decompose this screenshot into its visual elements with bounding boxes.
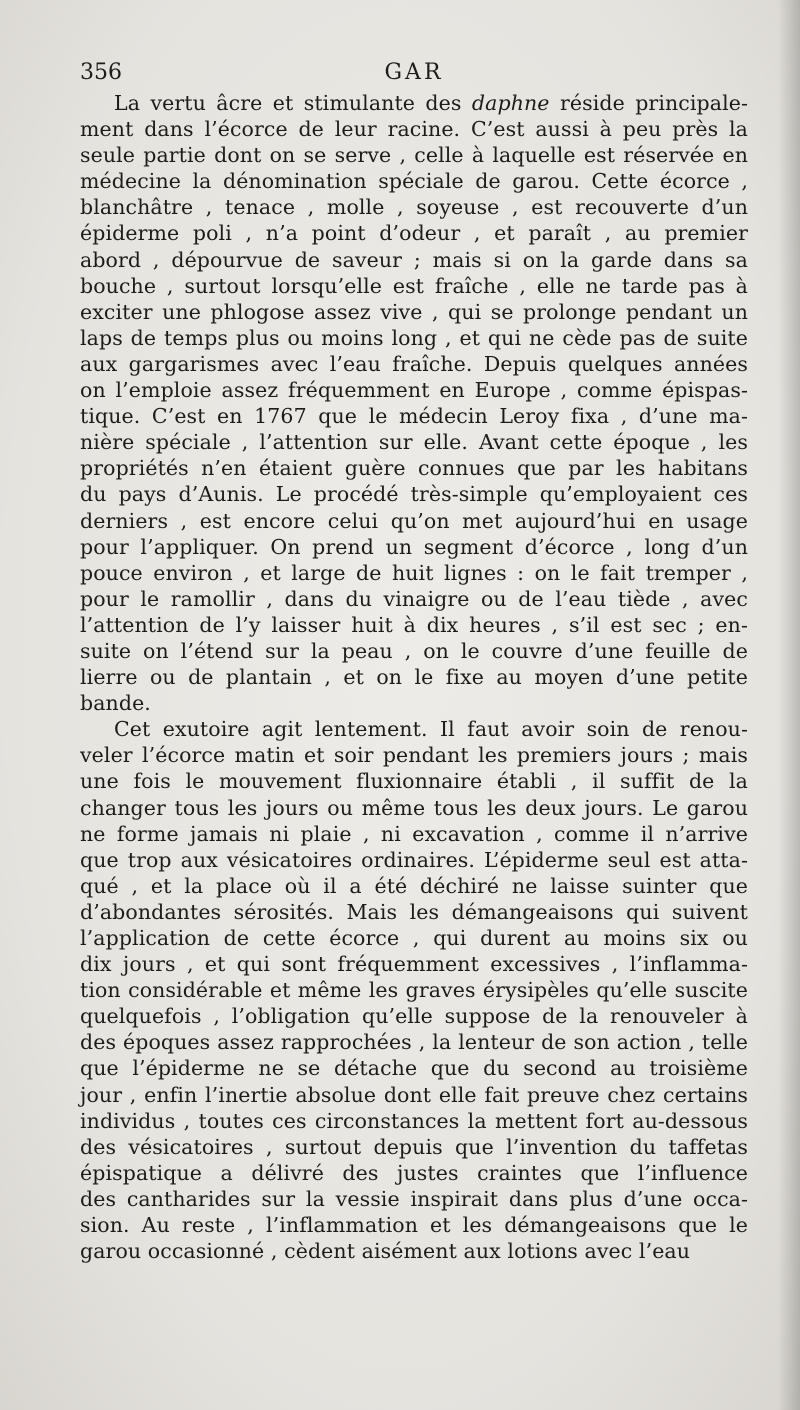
paragraph-1 [80, 90, 748, 716]
text-line: que l’épiderme ne se détache que du second au troisième [80, 1056, 748, 1081]
text-line: du pays d’Aunis. Le procédé très-simple qu’employaient ces [80, 482, 748, 507]
text-line: laps de temps plus ou moins long , et qui ne cède pas de suite [80, 325, 748, 350]
page-edge-shadow [778, 0, 800, 1410]
text-line: lierre ou de plantain , et on le fixe au moyen d’une petite [80, 665, 748, 690]
text-fragment: réside principale- [549, 91, 748, 115]
text-line: sion. Au reste , l’inflammation et les démangeaisons que le [80, 1213, 748, 1238]
text-line: exciter une phlogose assez vive , qui se prolonge pendant un [80, 299, 748, 324]
text-line: des cantharides sur la vessie inspirait dans plus d’une occa- [80, 1186, 748, 1211]
text-line: bande. [80, 691, 151, 716]
text-line: pour le ramollir , dans du vinaigre ou de l’eau tiède , avec [80, 586, 748, 611]
text-line: bouche , surtout lorsqu’elle est fraîche , elle ne tarde pas à [80, 273, 748, 298]
text-line: que trop aux vésicatoires ordinaires. L’épiderme seul est atta- [80, 847, 748, 872]
text-line: jour , enfin l’inertie absolue dont elle fait preuve chez certains [80, 1082, 748, 1107]
text-line: garou occasionné , cèdent aisément aux lotions avec l’eau [80, 1239, 691, 1264]
text-line: qué , et la place où il a été déchiré ne laisse suinter que [80, 873, 748, 898]
paragraph-2 [80, 716, 748, 1264]
text-line: épispatique a délivré des justes craintes que l’influence [80, 1160, 748, 1185]
text-line: dix jours , et qui sont fréquemment excessives , l’inflamma- [80, 952, 748, 977]
text-line: des époques assez rapprochées , la lenteur de son action , telle [80, 1030, 748, 1055]
text-line [80, 90, 748, 116]
text-line: derniers , est encore celui qu’on met aujourd’hui en usage [80, 508, 748, 533]
text-line: d’abondantes sérosités. Mais les démangeaisons qui suivent [80, 899, 748, 924]
page-header [80, 58, 748, 92]
text-line: seule partie dont on se serve , celle à laquelle est réservée en [80, 143, 748, 168]
text-line: veler l’écorce matin et soir pendant les premiers jours ; mais [80, 743, 748, 768]
text-line: quelquefois , l’obligation qu’elle suppose de la renouveler à [80, 1004, 748, 1029]
text-line: pour l’appliquer. On prend un segment d’écorce , long d’un [80, 534, 748, 559]
text-line: Cet exutoire agit lentement. Il faut avoir soin de renou- [114, 717, 748, 742]
running-head: GAR [384, 60, 444, 85]
text-line: blanchâtre , tenace , molle , soyeuse , est recouverte d’un [80, 195, 748, 220]
text-line: l’attention de l’y laisser huit à dix heures , s’il est sec ; en- [80, 612, 748, 637]
text-line: médecine la dénomination spéciale de garou. Cette écorce , [80, 169, 748, 194]
italic-term: daphne [471, 91, 550, 115]
page-number: 356 [80, 60, 122, 85]
text-fragment: La vertu âcre et stimulante des [114, 91, 472, 115]
text-line: changer tous les jours ou même tous les deux jours. Le garou [80, 795, 748, 820]
text-line: l’application de cette écorce , qui durent au moins six ou [80, 926, 748, 950]
text-line: tion considérable et même les graves érysipèles qu’elle suscite [80, 978, 748, 1003]
text-line: abord , dépourvue de saveur ; mais si on la garde dans sa [80, 247, 748, 272]
text-line: ne forme jamais ni plaie , ni excavation , comme il n’arrive [80, 821, 748, 846]
text-line: tique. C’est en 1767 que le médecin Leroy fixa , d’une ma- [80, 404, 748, 429]
text-line: des vésicatoires , surtout depuis que l’invention du taffetas [80, 1134, 748, 1159]
text-line: aux gargarismes avec l’eau fraîche. Depuis quelques années [80, 351, 748, 376]
text-line: nière spéciale , l’attention sur elle. Avant cette époque , les [80, 430, 748, 455]
body-text [80, 90, 748, 1264]
text-line: une fois le mouvement fluxionnaire établi , il suffit de la [80, 769, 748, 794]
text-line: propriétés n’en étaient guère connues que par les habitans [80, 456, 748, 481]
text-line: ment dans l’écorce de leur racine. C’est aussi à peu près la [80, 117, 748, 142]
text-line: on l’emploie assez fréquemment en Europe , comme épispas- [80, 378, 748, 403]
text-line: suite on l’étend sur la peau , on le couvre d’une feuille de [80, 638, 748, 663]
text-line: individus , toutes ces circonstances la mettent fort au-dessous [80, 1108, 748, 1133]
text-line: pouce environ , et large de huit lignes : on le fait tremper , [80, 560, 748, 585]
text-line: épiderme poli , n’a point d’odeur , et paraît , au premier [80, 221, 748, 246]
